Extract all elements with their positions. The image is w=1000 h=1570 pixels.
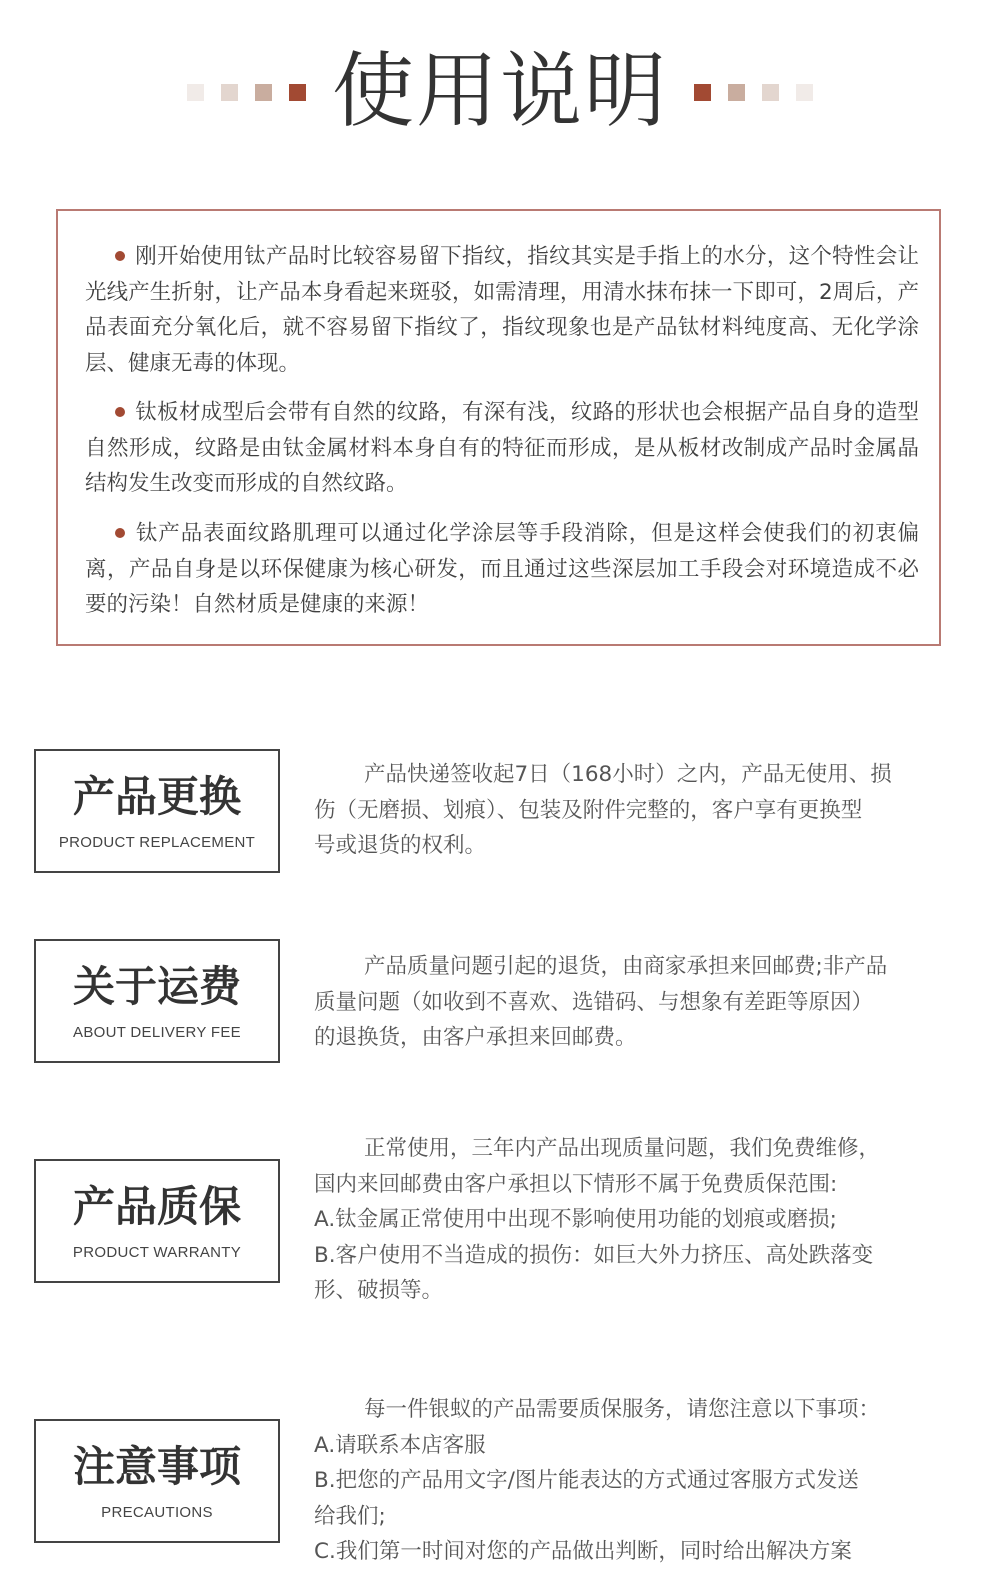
section-subtitle: ABOUT DELIVERY FEE <box>73 1024 241 1041</box>
deco-square-right-2 <box>728 84 745 101</box>
section-line: 正常使用，三年内产品出现质量问题，我们免费维修， <box>364 1136 881 1161</box>
section-subtitle: PRODUCT WARRANTY <box>72 1244 242 1261</box>
deco-square-right-3 <box>762 84 779 101</box>
notice-text: 钛产品表面纹路肌理可以通过化学涂层等手段消除，但是这样会使我们的初衷偏离，产品自身是以环保健康为核心研发，而且通过这些深层加工手段会对环境造成不必要的污染！自然材质是健康的来源！ <box>85 521 919 617</box>
notice-paragraph <box>85 239 919 381</box>
section-line: 国内来回邮费由客户承担以下情形不属于免费质保范围: <box>314 1171 838 1197</box>
section-title: 产品质保 <box>72 1182 241 1231</box>
section-title: 产品更换 <box>72 772 241 821</box>
section-line: A.请联系本店客服 <box>314 1432 486 1458</box>
page-header <box>0 0 1000 170</box>
section-subtitle: PRECAUTIONS <box>101 1504 213 1521</box>
section-line: 产品质量问题引起的退货，由商家承担来回邮费;非产品 <box>364 954 888 979</box>
section-line: 每一件银蚁的产品需要质保服务，请您注意以下事项： <box>364 1397 881 1422</box>
section-line: 伤（无磨损、划痕）、包装及附件完整的，客户享有更换型 <box>314 797 863 823</box>
section-line: 号或退货的权利。 <box>314 833 487 858</box>
notice-paragraph <box>85 516 919 623</box>
section-line: 质量问题（如收到不喜欢、选错码、与想象有差距等原因） <box>314 989 874 1015</box>
section-line: 的退换货，由客户承担来回邮费。 <box>314 1025 637 1050</box>
section-line: 给我们; <box>314 1503 386 1529</box>
section-title: 注意事项 <box>72 1442 241 1491</box>
section-label-precautions <box>34 1419 280 1543</box>
bullet-dot-icon <box>115 528 125 538</box>
section-label-warranty <box>34 1159 280 1283</box>
section-body-delivery-fee <box>314 949 964 1056</box>
section-subtitle: PRODUCT REPLACEMENT <box>58 834 256 851</box>
section-body-replacement <box>314 757 964 864</box>
deco-square-right-1 <box>694 84 711 101</box>
bullet-dot-icon <box>115 251 125 261</box>
section-label-replacement <box>34 749 280 873</box>
page-title: 使用说明 <box>331 44 668 139</box>
section-line: B.客户使用不当造成的损伤：如巨大外力挤压、高处跌落变 <box>314 1242 874 1268</box>
section-title: 关于运费 <box>72 962 241 1011</box>
notice-text: 钛板材成型后会带有自然的纹路，有深有浅，纹路的形状也会根据产品自身的造型自然形成，纹路是由钛金属材料本身自有的特征而形成，是从板材改制成产品时金属晶结构发生改变而形成的自然纹路。 <box>85 400 919 496</box>
section-line: A.钛金属正常使用中出现不影响使用功能的划痕或磨损; <box>314 1207 837 1232</box>
section-line: 形、破损等。 <box>314 1278 444 1303</box>
section-label-delivery-fee <box>34 939 280 1063</box>
notice-text: 刚开始使用钛产品时比较容易留下指纹，指纹其实是手指上的水分，这个特性会让光线产生折射，让产品本身看起来斑驳，如需清理，用清水抹布抹一下即可，2周后，产品表面充分氧化后，就不容易留下指纹了，指纹现象也是产品钛材料纯度高、无化学涂层、健康无毒的体现。 <box>85 244 919 376</box>
deco-square-right-4 <box>796 84 813 101</box>
notice-paragraph <box>85 395 919 502</box>
section-line: 产品快递签收起7日（168小时）之内，产品无使用、损 <box>364 762 892 787</box>
notice-box <box>56 209 941 646</box>
section-body-precautions <box>314 1392 964 1570</box>
section-body-warranty <box>314 1131 964 1309</box>
section-line: C.我们第一时间对您的产品做出判断，同时给出解决方案 <box>314 1539 852 1564</box>
section-line: B.把您的产品用文字/图片能表达的方式通过客服方式发送 <box>314 1468 859 1493</box>
bullet-dot-icon <box>115 407 125 417</box>
